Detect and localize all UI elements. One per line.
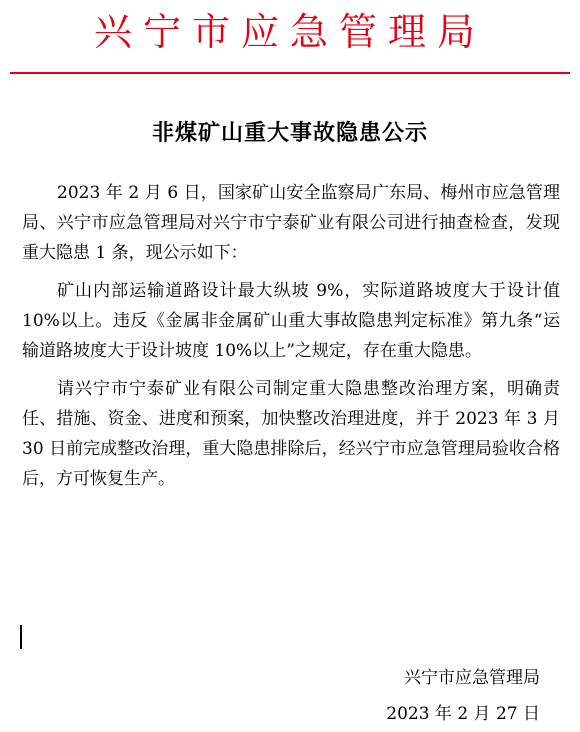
document-body [22,178,560,494]
signature-block [340,660,540,732]
signature-date: 2023 年 2 月 27 日 [386,704,540,724]
text-cursor [20,625,22,649]
header-divider [10,72,570,74]
body-paragraph-2: 矿山内部运输道路设计最大纵坡 9%，实际道路坡度大于设计值 10%以上。违反《金属非金属矿山重大事故隐患判定标准》第九条“运输道路坡度大于设计坡度 10%以上”之规定，存在重大隐患。 [22,281,560,361]
body-paragraph-3: 请兴宁市宁泰矿业有限公司制定重大隐患整改治理方案，明确责任、措施、资金、进度和预案，加快整改治理进度，并于 2023 年 3 月 30 日前完成整改治理，重大隐患排除后，经兴宁市应急管理局验收合格后，方可恢复生产。 [22,379,560,489]
document-header-org-name: 兴宁市应急管理局 [93,10,486,54]
signature-org: 兴宁市应急管理局 [404,668,540,688]
document-title: 非煤矿山重大事故隐患公示 [151,120,428,146]
body-paragraph-1: 2023 年 2 月 6 日，国家矿山安全监察局广东局、梅州市应急管理局、兴宁市应急管理局对兴宁市宁泰矿业有限公司进行抽查检查，发现重大隐患 1 条，现公示如下： [22,183,560,263]
